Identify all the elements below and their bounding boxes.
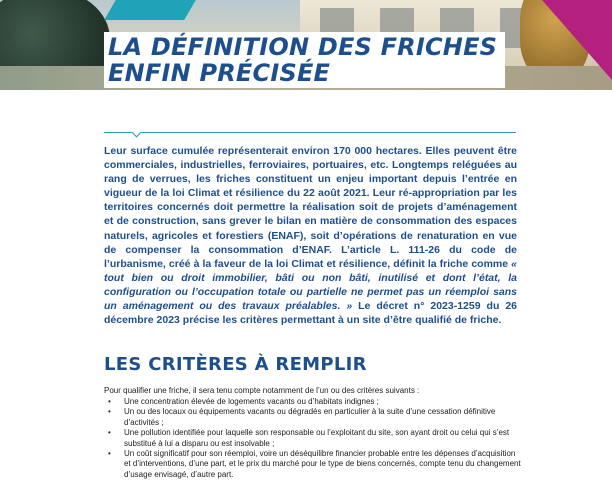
intro-text: Leur surface cumulée représenterait environ 170 000 hectares. Elles peuvent être commerciales, industrielles, ferroviaires, portuaires, etc. Longtemps reléguées au rang de verrues, les friches constituent un enjeu important depuis l’entrée en vigueur de la loi Climat et résilience du 22 août 2021. Leur ré-appropriation par les territoires concernés doit permettre la réalisation soit de projets d’aménagement et de construction, sans grever le bilan en matière de consommation des espaces naturels, agricoles et forestiers (ENAF), soit d’opérations de renaturation en vue de compenser la consommation d’ENAF. L’article L. 111-26 du code de l’urbanisme, créé à la faveur de la loi Climat et résilience, définit la friche comme (104, 145, 517, 270)
page-title-line-1: LA DÉFINITION DES FRICHES (108, 33, 498, 61)
intro-quote: « tout bien ou droit immobilier, bâti ou non bâti, inutilisé et dont l’état, la configuration ou l’occupation totale ou partielle ne permet pas un réemploi sans un aménagement ou des travaux préalables. » (104, 257, 517, 313)
intro-text-end: Le décret n° 2023-1259 du 26 décembre 2023 précise les critères permettant à un site d’être qualifié de friche. (104, 300, 517, 327)
magenta-corner-triangle (542, 0, 612, 80)
list-item: • Une concentration élevée de logements vacants ou d’habitats indignes ; (104, 397, 524, 407)
chevron-down-icon (132, 128, 142, 138)
criteria-lead: Pour qualifier une friche, il sera tenu compte notamment de l’un ou des critères suivants : (104, 386, 420, 395)
intro-paragraph (104, 144, 517, 327)
list-item: • Un coût significatif pour son réemploi, voire un déséquilibre financier probable entre les dépenses d’acquisition et d’interventions, d’une part, et le prix du marché pour le type de biens concernés, compte tenu du changement d’usage envisagé, d’autre part. (104, 449, 524, 480)
section-title: LES CRITÈRES À REMPLIR (104, 354, 367, 375)
list-item: • Un ou des locaux ou équipements vacants ou dégradés en particulier à la suite d’une cessation définitive d’activités ; (104, 407, 524, 428)
criteria-list (104, 397, 524, 480)
teal-accent-shape (104, 0, 196, 20)
list-item: • Une pollution identifiée pour laquelle son responsable ou l’exploitant du site, son ayant droit ou celui qui s’est substitué à lui a disparu ou est insolvable ; (104, 428, 524, 449)
page-title (104, 32, 505, 88)
page-title-line-2: ENFIN PRÉCISÉE (108, 59, 331, 87)
section-divider (104, 132, 516, 133)
